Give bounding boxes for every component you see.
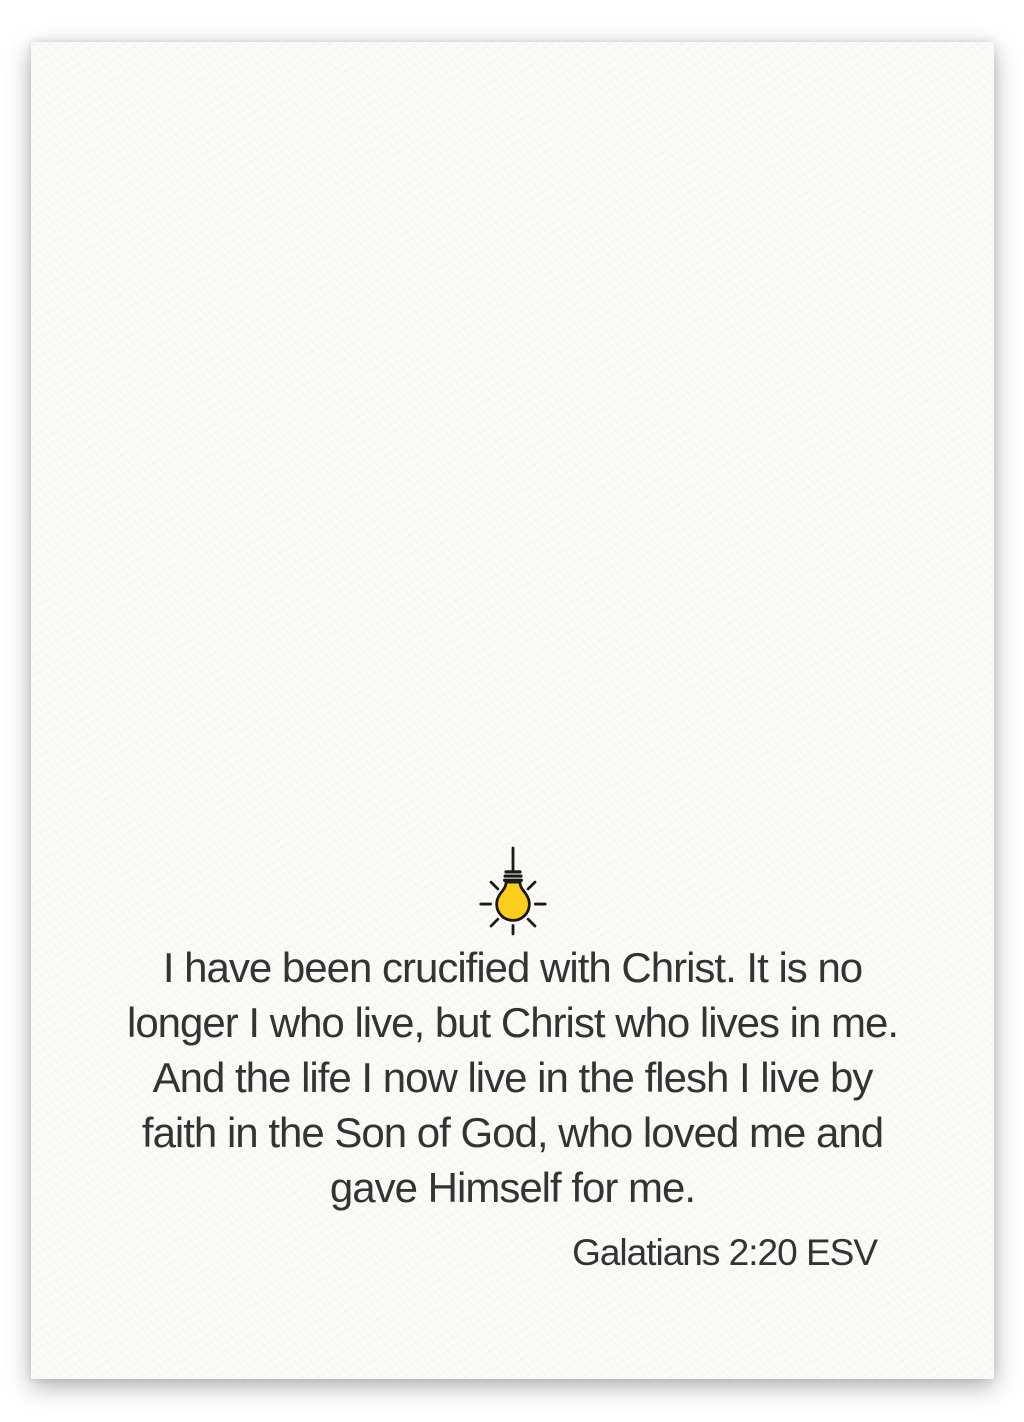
bulb-glass (496, 882, 529, 920)
verse-line-4: faith in the Son of God, who loved me and (141, 1109, 884, 1156)
verse-line-3: And the life I now live in the flesh I live by (152, 1054, 873, 1101)
card-content (31, 844, 994, 1275)
verse-text (127, 940, 898, 1215)
lightbulb-outline (480, 848, 544, 934)
bulb-ray-lower-left (491, 919, 498, 926)
bulb-ray-lower-right (528, 919, 535, 926)
verse-card (31, 42, 994, 1379)
verse-line-5: gave Himself for me. (329, 1164, 696, 1211)
bulb-ray-upper-right (528, 882, 535, 889)
lightbulb-icon (471, 844, 555, 938)
verse-line-1: I have been crucified with Christ. It is no (162, 944, 863, 991)
bulb-ray-upper-left (491, 882, 498, 889)
verse-line-2: longer I who live, but Christ who lives in me. (126, 999, 898, 1046)
verse-reference: Galatians 2:20 ESV (572, 1232, 877, 1273)
